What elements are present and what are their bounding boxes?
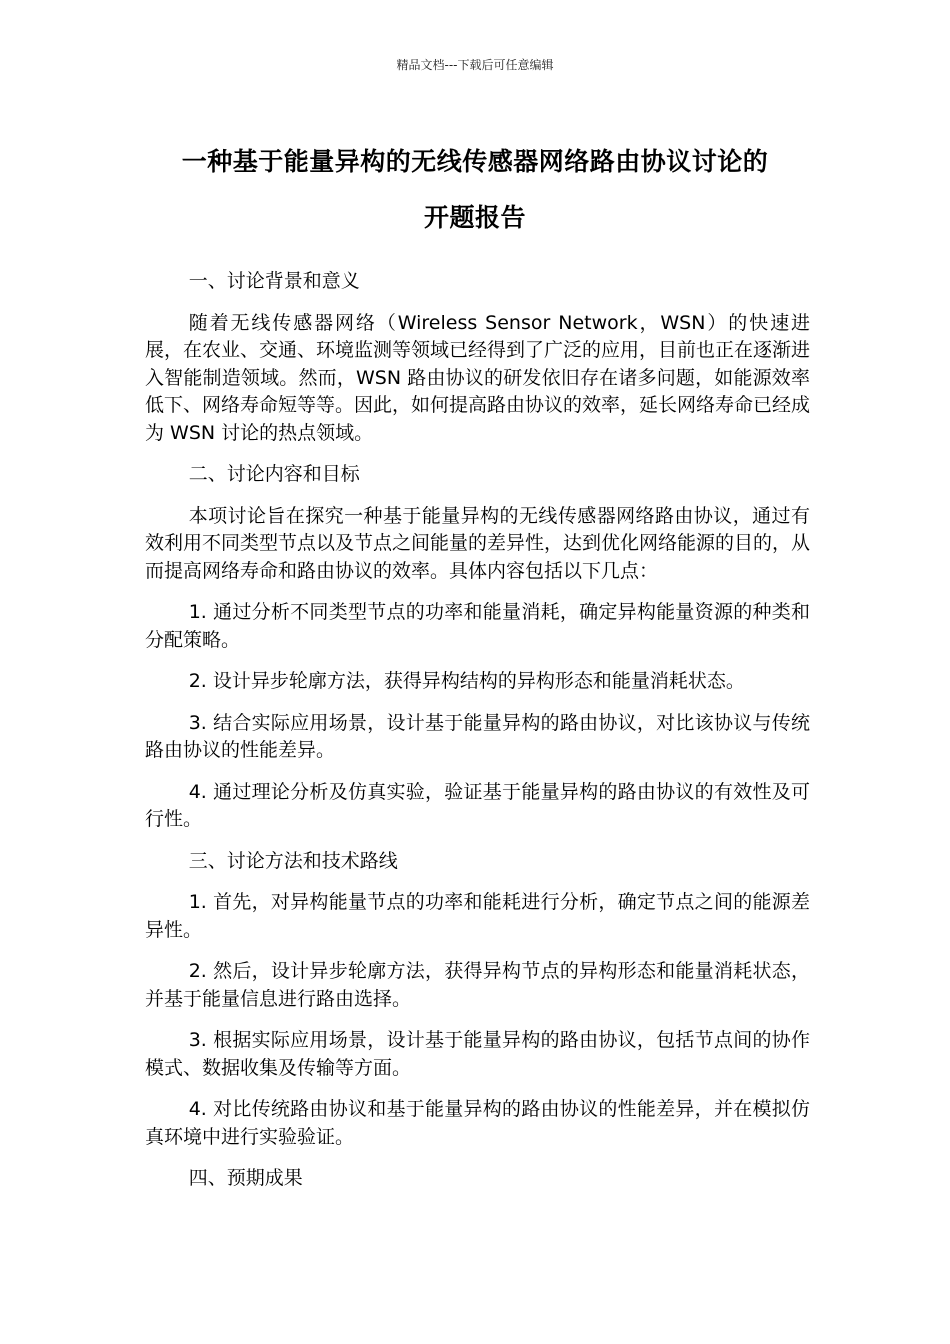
- list-item-method-4: 4. 对比传统路由协议和基于能量异构的路由协议的性能差异，并在模拟仿真环境中进行实验验证。: [145, 1098, 810, 1148]
- list-item-method-1: 1. 首先，对异构能量节点的功率和能耗进行分析，确定节点之间的能源差异性。: [145, 891, 810, 941]
- list-item-method-2: 2. 然后，设计异步轮廓方法，获得异构节点的异构形态和能量消耗状态，并基于能量信息进行路由选择。: [145, 960, 810, 1010]
- list-item-content-3: 3. 结合实际应用场景，设计基于能量异构的路由协议，对比该协议与传统路由协议的性能差异。: [145, 711, 810, 761]
- header-note: 精品文档---下载后可任意编辑: [396, 58, 554, 72]
- section-heading-content: 二、讨论内容和目标: [188, 463, 360, 485]
- paragraph-background: 随着无线传感器网络（Wireless Sensor Network，WSN）的快速进展，在农业、交通、环境监测等领域已经得到了广泛的应用，目前也正在逐渐进入智能制造领域。然而，WSN 路由协议的研发依旧存在诸多问题，如能源效率低下、网络寿命短等等。因此，如何提高路由协议的效率，延长网络寿命已经成为 WSN 讨论的热点领域。: [145, 311, 811, 444]
- document-title: [140, 134, 810, 246]
- title-line-1: 一种基于能量异构的无线传感器网络路由协议讨论的: [181, 147, 769, 176]
- list-item-content-4: 4. 通过理论分析及仿真实验，验证基于能量异构的路由协议的有效性及可行性。: [145, 780, 810, 830]
- document-body: [145, 268, 810, 1207]
- section-heading-background: 一、讨论背景和意义: [188, 270, 360, 292]
- paragraph-content-intro: 本项讨论旨在探究一种基于能量异构的无线传感器网络路由协议，通过有效利用不同类型节点以及节点之间能量的差异性，达到优化网络能源的目的，从而提高网络寿命和路由协议的效率。具体内容包括以下几点：: [145, 504, 811, 582]
- title-line-2: 开题报告: [423, 203, 526, 232]
- section-heading-method: 三、讨论方法和技术路线: [188, 849, 398, 872]
- list-item-content-2: 2. 设计异步轮廓方法，获得异构结构的异构形态和能量消耗状态。: [188, 670, 745, 692]
- list-item-method-3: 3. 根据实际应用场景，设计基于能量异构的路由协议，包括节点间的协作模式、数据收集及传输等方面。: [145, 1029, 810, 1079]
- list-item-content-1: 1. 通过分析不同类型节点的功率和能量消耗，确定异构能量资源的种类和分配策略。: [145, 601, 810, 651]
- section-heading-results: 四、预期成果: [188, 1167, 303, 1189]
